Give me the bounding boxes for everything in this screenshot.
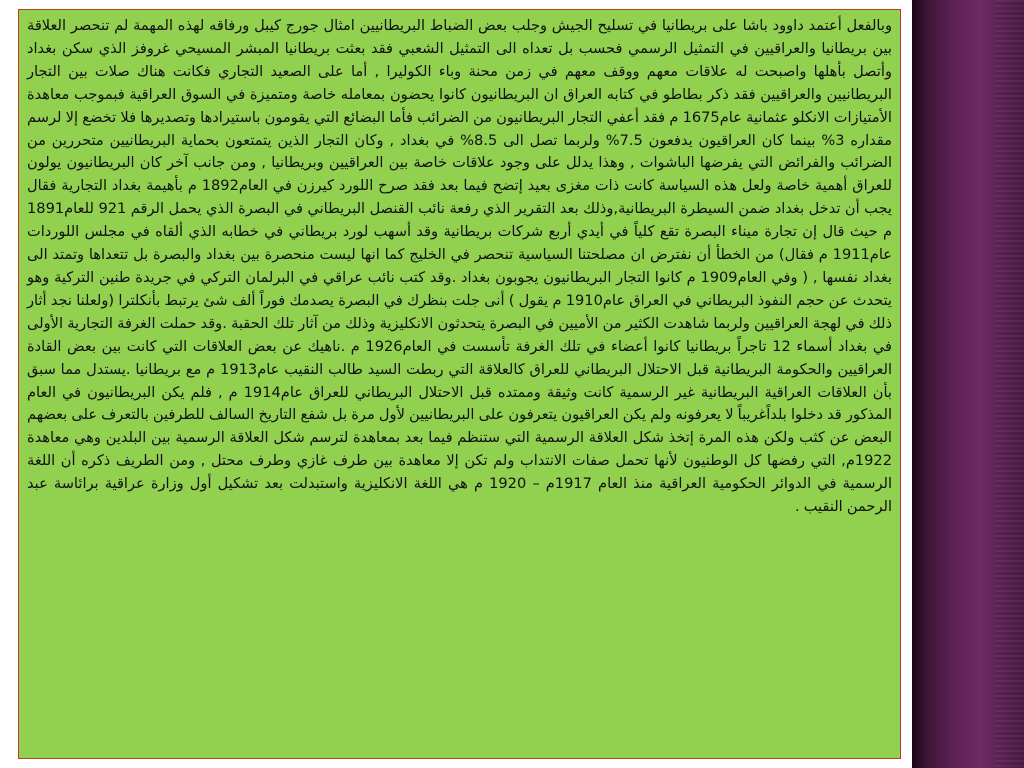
body-paragraph: وبالفعل أعتمد داوود باشا على بريطانيا في تسليح الجيش وجلب بعض الضباط البريطانيين امثال جورج كيبل ورفاقه لهذه المهمة لم تنحصر العلاقة بين بريطانيا والعراقيين في التمثيل الرسمي فحسب بل تعداه الى التمثيل الشعبي فقد بعثت بريطانيا المبشر المسيحي غروفز الذي سكن بغداد وأتصل بأهلها واصبحت له علاقات معهم ووقف معهم في زمن محنة وباء الكوليرا , أما على الصعيد التجاري فكانت هناك صلات بين التجار البريطانيين والعراقيين فقد ذكر بطاطو في كتابه العراق ان البريطانيون كانوا يحضون بمعامله خاصة ومتميزة في السوق العراقية فبموجب معاهدة الأمتيازات الانكلو عثمانية عام1675 م فقد أعفي التجار البريطانيون من الضرائب فأما البضائع التي يقومون باستيرادها وتصديرها فلا تخضع إلا لرسم مقداره 3% بينما كان العراقيون يدفعون 7.5% ولربما تصل الى 8.5% في بغداد , وكان التجار الذين يتمتعون بحماية البريطانيين متحررين من الضرائب والفرائض التي يفرضها الباشوات , وهذا يدلل على وجود علاقات خاصة بين العراقيين وبريطانيا , ومن جانب آخر كان البريطانيون يولون للعراق أهمية خاصة ولعل هذه السياسة كانت ذات مغزى بعيد إتضح فيما بعد فقد صرح اللورد كيرزن في العام1892 م بأهيمة بغداد التجارية فقال يجب أن تدخل بغداد ضمن السيطرة البريطانية,وذلك بعد التقرير الذي رفعة نائب القنصل البريطاني في البصرة الذي يحمل الرقم 921 للعام1891 م حيث قال إن تجارة ميناء البصرة تقع كلياً في أيدي أربع شركات بريطانية وقد أسهب لورد بريطاني في خطابه الذي ألقاه في مجلس اللوردات عام1911 م فقال) من الخطأ أن نفترض ان مصلحتنا السياسية تنحصر في الخليج كما انها ليست منحصرة بين بغداد والبصرة بل تتعداها وتمتد الى بغداد نفسها , ( وفي العام1909 م كانوا التجار البريطانيون يجوبون بغداد .وقد كتب نائب عراقي في البرلمان التركي في جريدة طنين التركية وهو يتحدث عن حجم النفوذ البريطاني في العراق عام1910 م يقول ) أنى جلت بنظرك في البصرة يصدمك فوراً ألف شئ يرتبط بأنكلترا (ولعلنا نجد أثار ذلك في لهجة العراقيين ولربما شاهدت الكثير من الأميين في البصرة يتحدثون الانكليزية وذلك من آثار تلك الحقبة .وقد حملت الغرفة التجارية الأولى في بغداد أسماء 12 تاجراً بريطانيا كانوا أعضاء في تلك الغرفة تأسست في العام1926 م .ناهيك عن بعض العلاقات التي كانت بين بعض القادة العراقيين والحكومة البريطانية قبل الاحتلال البريطاني للعراق كالعلاقة التي ربطت السيد طالب النقيب عام1913 م مع بريطانيا .يستدل مما سبق بأن العلاقات العراقية البريطانية غير الرسمية كانت وثيقة وممتده قبل الاحتلال البريطاني للعراق عام1914 م , فلم يكن البريطانيون في العام المذكور قد دخلوا بلداًغريباً لا يعرفونه ولم يكن العراقيون يتعرفون على البريطانيين لأول مرة بل شفع التاريخ السالف للطرفين بالتعرف على بعضهم البعض عن كثب ولكن هذه المرة إتخذ شكل العلاقة الرسمية التي ستنظم فيما بعد بمعاهدة لترسم شكل العلاقة الرسمية بين البلدين وهي معاهدة 1922م, التي رفضها كل الوطنيون لأنها تحمل صفات الانتداب ولم تكن إلا معاهدة بين طرف غازي وطرف محتل , ومن الطريف ذكره أن اللغة الرسمية في الدوائر الحكومية العراقية منذ العام 1917م – 1920 م هي اللغة الانكليزية واستبدلت بعد تشكيل أول وزارة عراقية برائاسة عبد الرحمن النقيب .	[27, 17, 892, 516]
decorative-side-band	[912, 0, 1024, 768]
text-box	[18, 9, 901, 759]
